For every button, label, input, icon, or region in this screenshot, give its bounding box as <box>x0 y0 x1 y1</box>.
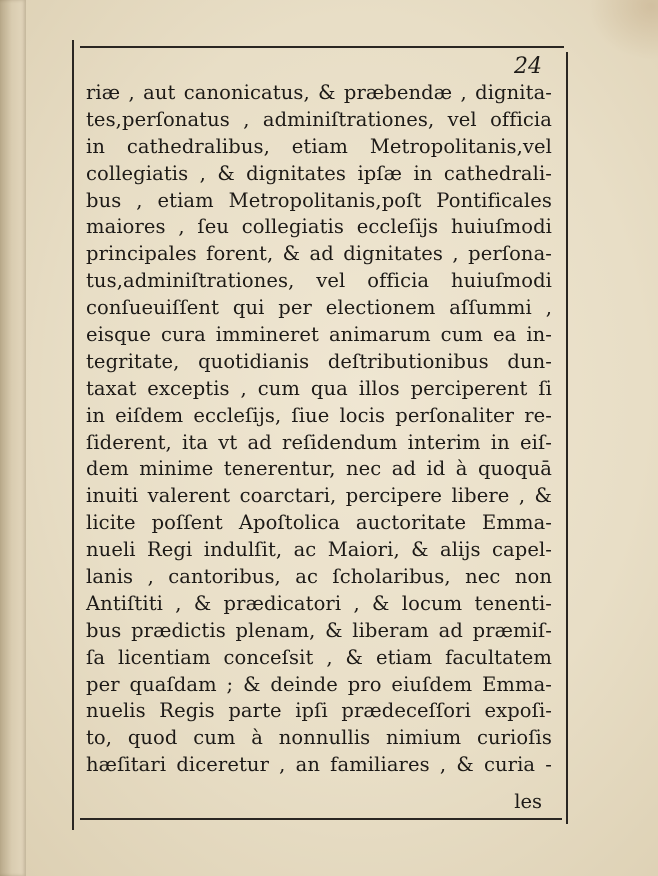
text-line: taxat exceptis , cum qua illos perciperent ſi <box>86 376 552 400</box>
body-text <box>86 80 552 779</box>
text-line: ſa licentiam conceſsit , & etiam facultatem <box>86 645 552 669</box>
page-number: 24 <box>514 54 542 79</box>
text-line: Antiſtiti , & prædicatori , & locum tenenti- <box>86 591 552 615</box>
text-frame <box>70 40 568 830</box>
text-line: nuelis Regis parte ipſi prædeceſſori expoſi- <box>86 699 552 723</box>
text-line: maiores , ſeu collegiatis eccleſijs huiuſmodi <box>86 215 552 239</box>
text-line: licite poſſent Apoſtolica auctoritate Emma- <box>86 511 552 535</box>
text-line: bus , etiam Metropolitanis,poſt Pontificales <box>86 188 552 212</box>
text-line: ſiderent, ita vt ad reſidendum interim in eiſ- <box>86 430 552 454</box>
frame-rule-top <box>80 46 564 48</box>
text-line: to, quod cum à nonnullis nimium curioſis <box>86 726 552 750</box>
text-line: nueli Regi indulſit, ac Maiori, & alijs capel- <box>86 538 552 562</box>
frame-rule-left <box>72 40 74 830</box>
text-line: in cathedralibus, etiam Metropolitanis,vel <box>86 134 552 158</box>
text-line: riæ , aut canonicatus, & præbendæ , dignita- <box>86 81 552 104</box>
text-line: collegiatis , & dignitates ipſæ in cathedrali- <box>86 161 552 185</box>
text-line: tes,perſonatus , adminiſtrationes, vel officia <box>86 107 552 131</box>
frame-rule-bottom <box>80 818 562 820</box>
frame-rule-right <box>566 52 568 824</box>
catchword: les <box>514 790 542 813</box>
text-line: eisque cura immineret animarum cum ea in- <box>86 323 552 347</box>
text-line: per quaſdam ; & deinde pro eiuſdem Emma- <box>86 672 552 696</box>
text-line: inuiti valerent coarctari, percipere libere , & <box>86 484 552 508</box>
text-line: bus prædictis plenam, & liberam ad præmiſ- <box>86 618 552 642</box>
page-gutter-edge <box>0 0 26 876</box>
text-line: dem minime tenerentur, nec ad id à quoquā <box>86 457 552 481</box>
text-line: tus,adminiſtrationes, vel officia huiuſmodi <box>86 269 552 293</box>
text-line: principales forent, & ad dignitates , perſona- <box>86 242 552 266</box>
paper-stain <box>588 0 658 60</box>
text-line: hæſitari diceretur , an familiares , & curia - <box>86 753 552 777</box>
text-line: in eiſdem eccleſijs, ſiue locis perſonaliter re- <box>86 403 552 427</box>
text-line: conſueuiſſent qui per electionem aſſummi , <box>86 296 552 320</box>
text-line: tegritate, quotidianis deſtributionibus dun- <box>86 349 552 373</box>
text-line: lanis , cantoribus, ac ſcholaribus, nec non <box>86 565 552 589</box>
